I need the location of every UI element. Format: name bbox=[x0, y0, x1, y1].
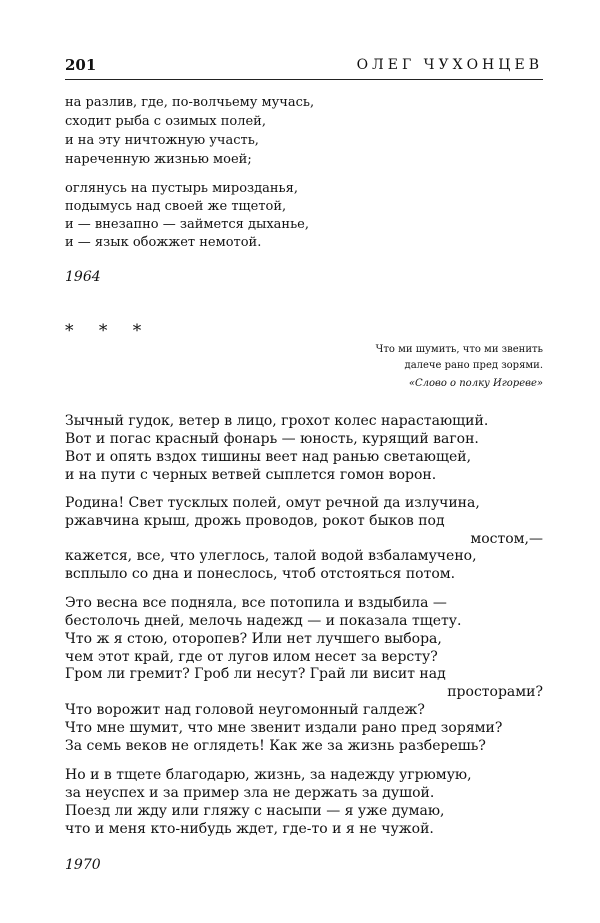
epigraph-source: «Слово о полку Игореве» bbox=[408, 378, 543, 389]
poem-line: За семь веков не оглядеть! Как же за жизнь разберешь? bbox=[65, 738, 486, 754]
poem-line: всплыло со дна и понеслось, чтоб отстояться потом. bbox=[65, 566, 456, 582]
poem-line-continuation: мостом,— bbox=[470, 531, 543, 547]
poem-line: Что ворожит над головой неугомонный галдеж? bbox=[65, 702, 425, 718]
poem-line: кажется, все, что улеглось, талой водой взбаламучено, bbox=[65, 548, 477, 564]
poem-line: за неуспех и за пример зла не держать за душой. bbox=[65, 785, 435, 801]
epigraph-line: Что ми шумить, что ми звенить bbox=[375, 344, 543, 355]
poem-line: и — язык обожжет немотой. bbox=[65, 235, 262, 250]
poem-line: Зычный гудок, ветер в лицо, грохот колес нарастающий. bbox=[65, 413, 489, 429]
author-name: ОЛЕГ ЧУХОНЦЕВ bbox=[356, 57, 543, 73]
poem-line: сходит рыба с озимых полей, bbox=[65, 114, 266, 129]
poem-line: подымусь над своей же тщетой, bbox=[65, 199, 287, 214]
poem-line: что и меня кто-нибудь ждет, где-то и я не чужой. bbox=[65, 821, 434, 837]
poem-line: Вот и погас красный фонарь — юность, курящий вагон. bbox=[65, 431, 479, 447]
poem-line: Но и в тщете благодарю, жизнь, за надежду угрюмую, bbox=[65, 767, 472, 783]
poem-line: Это весна все подняла, все потопила и вздыбила — bbox=[65, 595, 447, 611]
page-number: 201 bbox=[65, 56, 97, 74]
poem-line: и на пути с черных ветвей сыплется гомон ворон. bbox=[65, 467, 437, 483]
poem-line: Родина! Свет тусклых полей, омут речной да излучина, bbox=[65, 495, 480, 511]
poem-line: и на эту ничтожную участь, bbox=[65, 133, 259, 148]
header-rule bbox=[65, 79, 543, 80]
poem-line: ржавчина крыш, дрожь проводов, рокот быков под bbox=[65, 513, 445, 529]
poem-line: оглянусь на пустырь мирозданья, bbox=[65, 181, 298, 196]
poem-line: и — внезапно — займется дыханье, bbox=[65, 217, 309, 232]
section-stars: * * * bbox=[65, 321, 152, 341]
poem-line: нареченную жизнью моей; bbox=[65, 152, 252, 167]
poem-line: Вот и опять вздох тишины веет над ранью светающей, bbox=[65, 449, 472, 465]
poem-line: Гром ли гремит? Гроб ли несут? Грай ли висит над bbox=[65, 666, 446, 682]
poem-line: Что ж я стою, оторопев? Или нет лучшего выбора, bbox=[65, 631, 442, 647]
poem-line: бестолочь дней, мелочь надежд — и показала тщету. bbox=[65, 613, 462, 629]
poem-date: 1970 bbox=[65, 857, 101, 873]
poem-line-continuation: просторами? bbox=[447, 684, 543, 700]
poem-line: на разлив, где, по-волчьему мучась, bbox=[65, 95, 315, 110]
poem-date: 1964 bbox=[65, 269, 101, 285]
epigraph-line: далече рано пред зорями. bbox=[404, 360, 543, 371]
poem-line: Что мне шумит, что мне звенит издали рано пред зорями? bbox=[65, 720, 503, 736]
running-header bbox=[65, 56, 543, 78]
poem-line: чем этот край, где от лугов илом несет за версту? bbox=[65, 649, 438, 665]
poem-line: Поезд ли жду или гляжу с насыпи — я уже думаю, bbox=[65, 803, 445, 819]
